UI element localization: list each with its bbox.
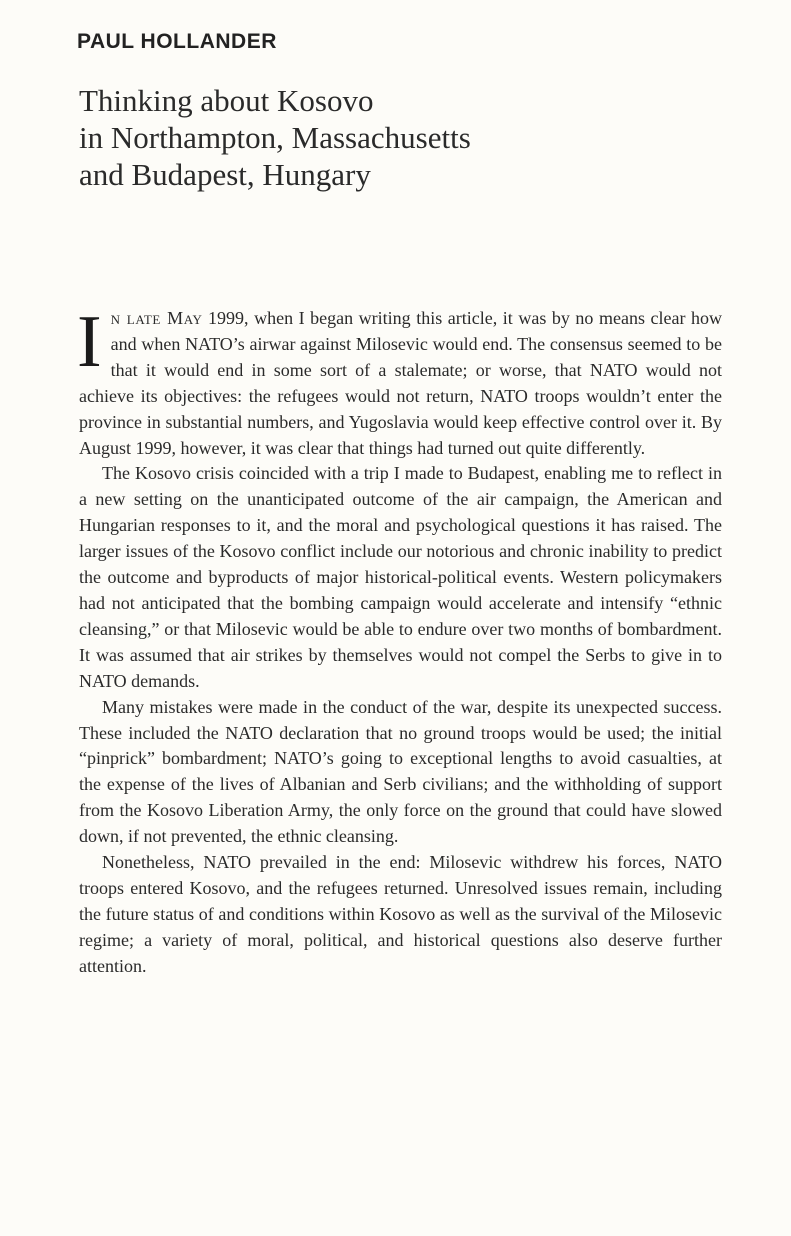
paragraph-4: Nonetheless, NATO prevailed in the end: Milosevic withdrew his forces, NATO troops entered Kosovo, and the refugees returned. Unresolved issues remain, including the future status of and conditions within Kosovo as well as the survival of the Milosevic regime; a variety of moral, political, and historical questions also deserve further attention. xyxy=(79,852,722,976)
drop-cap: I xyxy=(77,301,102,383)
lead-in-small-caps: n late May xyxy=(110,308,203,328)
title-line: in Northampton, Massachusetts xyxy=(79,120,471,155)
article-title xyxy=(79,82,719,193)
title-line: and Budapest, Hungary xyxy=(79,157,371,192)
paragraph-2: The Kosovo crisis coincided with a trip I made to Budapest, enabling me to reflect in a new setting on the unanticipated outcome of the air campaign, the American and Hungarian responses to it, and the moral and psychological questions it has raised. The larger issues of the Kosovo conflict include our notorious and chronic inability to predict the outcome and byproducts of major historical-political events. Western policymakers had not anticipated that the bombing campaign would accelerate and intensify “ethnic cleansing,” or that Milosevic would be able to endure over two months of bombardment. It was assumed that air strikes by themselves would not compel the Serbs to give in to NATO demands. xyxy=(79,463,722,691)
article-body xyxy=(77,301,722,980)
paragraph-1 xyxy=(77,301,722,461)
paragraph-3: Many mistakes were made in the conduct of the war, despite its unexpected success. These included the NATO declaration that no ground troops would be used; the initial “pinprick” bombardment; NATO’s going to exceptional lengths to avoid casualties, at the expense of the lives of Albanian and Serb civilians; and the withholding of support from the Kosovo Liberation Army, the only force on the ground that could have slowed down, if not prevented, the ethnic cleansing. xyxy=(79,696,722,847)
title-line: Thinking about Kosovo xyxy=(79,83,374,118)
author-name: PAUL HOLLANDER xyxy=(77,30,277,53)
paragraph-1-text: 1999, when I began writing this article, it was by no means clear how and when NATO’s airwar against Milosevic would end. The consensus seemed to be that it would end in some sort of a stalemate; or worse, that NATO would not achieve its objectives: the refugees would not return, NATO troops wouldn’t enter the province in substantial numbers, and Yugoslavia would keep effective control over it. By August 1999, however, it was clear that things had turned out quite differently. xyxy=(79,308,722,458)
